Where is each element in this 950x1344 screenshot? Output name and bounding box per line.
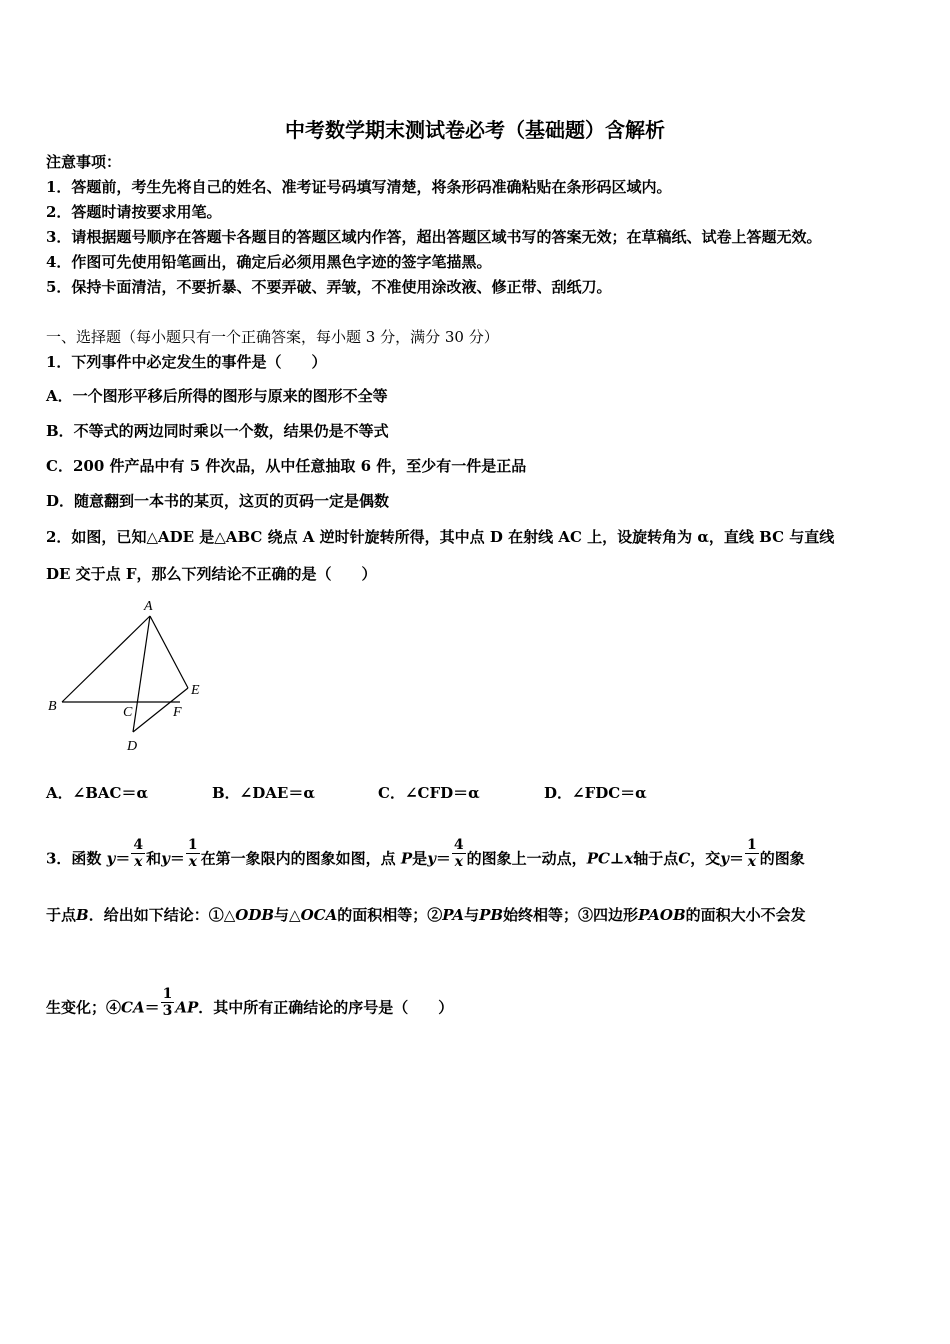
q2-option-b: B．∠DAE＝α xyxy=(212,784,315,802)
q2-option-d: D．∠FDC＝α xyxy=(544,784,647,802)
notice-item-4: 4．作图可先使用铅笔画出，确定后必须用黑色字迹的签字笔描黑。 xyxy=(46,253,492,271)
q2-option-c: C．∠CFD＝α xyxy=(378,784,480,802)
q2-stem-line2: DE 交于点 F，那么下列结论不正确的是（ ） xyxy=(46,565,377,583)
q1-option-d: D．随意翻到一本书的某页，这页的页码一定是偶数 xyxy=(46,492,390,510)
notice-item-2: 2．答题时请按要求用笔。 xyxy=(46,203,222,221)
figure-label-f: F xyxy=(173,705,182,720)
page-title: 中考数学期末测试卷必考（基础题）含解析 xyxy=(285,118,665,142)
q1-option-c: C．200 件产品中有 5 件次品，从中任意抽取 6 件，至少有一件是正品 xyxy=(46,457,527,475)
figure-label-e: E xyxy=(191,683,200,698)
q3-line3: 生变化；④CA＝ $\frac{1}{3}$ AP．其中所有正确结论的序号是（ ） xyxy=(46,986,454,1019)
q3-line1: 3．函数 y＝ $\frac{4}{x}$ 和y＝ $\frac{1}{x}$ 在第一象限内的图象如图，点 P是y＝ $\frac{4}{x}$ 的图象上一动点，PC⊥x轴于点C，交y＝ $\frac{1}{x}$ 的图象 xyxy=(46,837,805,870)
q2-stem-line1: 2．如图，已知△ADE 是△ABC 绕点 A 逆时针旋转所得，其中点 D 在射线 AC 上，设旋转角为 α，直线 BC 与直线 xyxy=(46,528,835,546)
figure-label-c: C xyxy=(123,705,133,720)
figure-label-d: D xyxy=(127,739,138,754)
notice-heading: 注意事项： xyxy=(46,153,122,171)
q2-option-a: A．∠BAC＝α xyxy=(46,784,149,802)
q1-option-a: A．一个图形平移后所得的图形与原来的图形不全等 xyxy=(46,387,388,405)
figure-label-b: B xyxy=(48,699,57,714)
q2-options xyxy=(46,783,710,803)
notice-item-5: 5．保持卡面清洁，不要折暴、不要弄破、弄皱，不准使用涂改液、修正带、刮纸刀。 xyxy=(46,278,612,296)
q1-option-b: B．不等式的两边同时乘以一个数，结果仍是不等式 xyxy=(46,422,389,440)
q3-line2: 于点B．给出如下结论：①△ODB与△OCA的面积相等；②PA与PB始终相等；③四边形PAOB的面积大小不会发 xyxy=(46,906,806,924)
notice-item-3: 3．请根据题号顺序在答题卡各题目的答题区域内作答，超出答题区域书写的答案无效；在草稿纸、试卷上答题无效。 xyxy=(46,228,822,246)
notice-item-1: 1．答题前，考生先将自己的姓名、准考证号码填写清楚，将条形码准确粘贴在条形码区域内。 xyxy=(46,178,672,196)
figure-label-a: A xyxy=(144,599,153,614)
section-heading: 一、选择题（每小题只有一个正确答案，每小题 3 分，满分 30 分） xyxy=(46,328,499,346)
q1-stem: 1．下列事件中必定发生的事件是（ ） xyxy=(46,353,327,371)
q2-geometry-figure xyxy=(40,592,220,762)
